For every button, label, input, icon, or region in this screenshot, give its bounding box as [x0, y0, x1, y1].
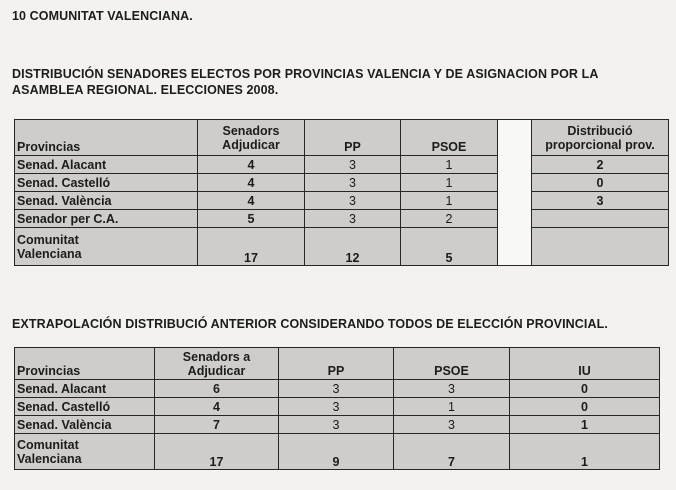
cell-pp: 3 [279, 398, 394, 416]
header-pp: PP [305, 120, 401, 156]
cell-adjudicar: 6 [155, 380, 279, 398]
table-header-row [15, 120, 669, 156]
cell-pp: 3 [279, 380, 394, 398]
cell-adjudicar: 7 [155, 416, 279, 434]
cell-psoe: 3 [394, 416, 510, 434]
header-adjudicar-line1: Senadors a [182, 349, 251, 364]
cell-adjudicar: 4 [155, 398, 279, 416]
header-distribucio [532, 120, 669, 156]
cell-psoe: 1 [394, 398, 510, 416]
cell-psoe: 3 [394, 380, 510, 398]
header-adjudicar [198, 120, 305, 156]
total-pp: 12 [305, 228, 401, 266]
total-name [15, 228, 198, 266]
total-pp: 9 [279, 434, 394, 470]
table-row [15, 398, 660, 416]
header-adjudicar-line1: Senadors [222, 123, 280, 138]
cell-pp: 3 [305, 156, 401, 174]
header-provincias: Provincias [15, 348, 155, 380]
header-adjudicar-line2: Adjudicar [187, 363, 246, 378]
total-name-line1: Comunitat [17, 437, 79, 452]
header-provincias: Provincias [15, 120, 198, 156]
table1-title: DISTRIBUCIÓN SENADORES ELECTOS POR PROVINCIAS VALENCIA Y DE ASIGNACION POR LA ASAMBLEA REGIONAL. ELECCIONES 2008. [12, 67, 599, 97]
row-name: Senador per C.A. [15, 210, 198, 228]
cell-adjudicar: 4 [198, 156, 305, 174]
header-adjudicar [155, 348, 279, 380]
table-row [15, 192, 669, 210]
total-adjudicar: 17 [198, 228, 305, 266]
blank-column [498, 120, 532, 266]
row-name: Senad. València [15, 192, 198, 210]
row-name: Senad. Castelló [15, 398, 155, 416]
cell-psoe: 2 [401, 210, 498, 228]
cell-pp: 3 [305, 210, 401, 228]
total-name-line1: Comunitat [17, 232, 79, 247]
table-row [15, 156, 669, 174]
total-name-line2: Valenciana [17, 246, 82, 261]
table-row [15, 416, 660, 434]
total-dist [532, 228, 669, 266]
cell-pp: 3 [305, 174, 401, 192]
header-distribucio-line1: Distribució [567, 123, 633, 138]
row-name: Senad. València [15, 416, 155, 434]
total-adjudicar: 17 [155, 434, 279, 470]
cell-adjudicar: 4 [198, 192, 305, 210]
row-name: Senad. Castelló [15, 174, 198, 192]
row-name: Senad. Alacant [15, 380, 155, 398]
table-total-row [15, 228, 669, 266]
row-name: Senad. Alacant [15, 156, 198, 174]
cell-adjudicar: 4 [198, 174, 305, 192]
cell-pp: 3 [279, 416, 394, 434]
cell-psoe: 1 [401, 192, 498, 210]
cell-psoe: 1 [401, 174, 498, 192]
cell-iu: 0 [510, 380, 660, 398]
table-header-row [15, 348, 660, 380]
cell-dist [532, 210, 669, 228]
cell-psoe: 1 [401, 156, 498, 174]
header-psoe: PSOE [401, 120, 498, 156]
senators-distribution-table [14, 119, 669, 266]
total-psoe: 5 [401, 228, 498, 266]
document-title: 10 COMUNITAT VALENCIANA. [12, 9, 193, 23]
table-row [15, 380, 660, 398]
header-pp: PP [279, 348, 394, 380]
header-iu: IU [510, 348, 660, 380]
cell-dist: 3 [532, 192, 669, 210]
header-adjudicar-line2: Adjudicar [222, 137, 280, 152]
header-psoe: PSOE [394, 348, 510, 380]
table-row [15, 210, 669, 228]
total-psoe: 7 [394, 434, 510, 470]
cell-iu: 1 [510, 416, 660, 434]
total-name [15, 434, 155, 470]
cell-pp: 3 [305, 192, 401, 210]
cell-iu: 0 [510, 398, 660, 416]
table-total-row [15, 434, 660, 470]
total-name-line2: Valenciana [17, 451, 82, 466]
cell-adjudicar: 5 [198, 210, 305, 228]
table-row [15, 174, 669, 192]
total-iu: 1 [510, 434, 660, 470]
header-distribucio-line2: proporcional prov. [545, 137, 655, 152]
table2-title: EXTRAPOLACIÓN DISTRIBUCIÓ ANTERIOR CONSIDERANDO TODOS DE ELECCIÓN PROVINCIAL. [12, 317, 608, 331]
extrapolation-table [14, 347, 660, 470]
cell-dist: 0 [532, 174, 669, 192]
cell-dist: 2 [532, 156, 669, 174]
